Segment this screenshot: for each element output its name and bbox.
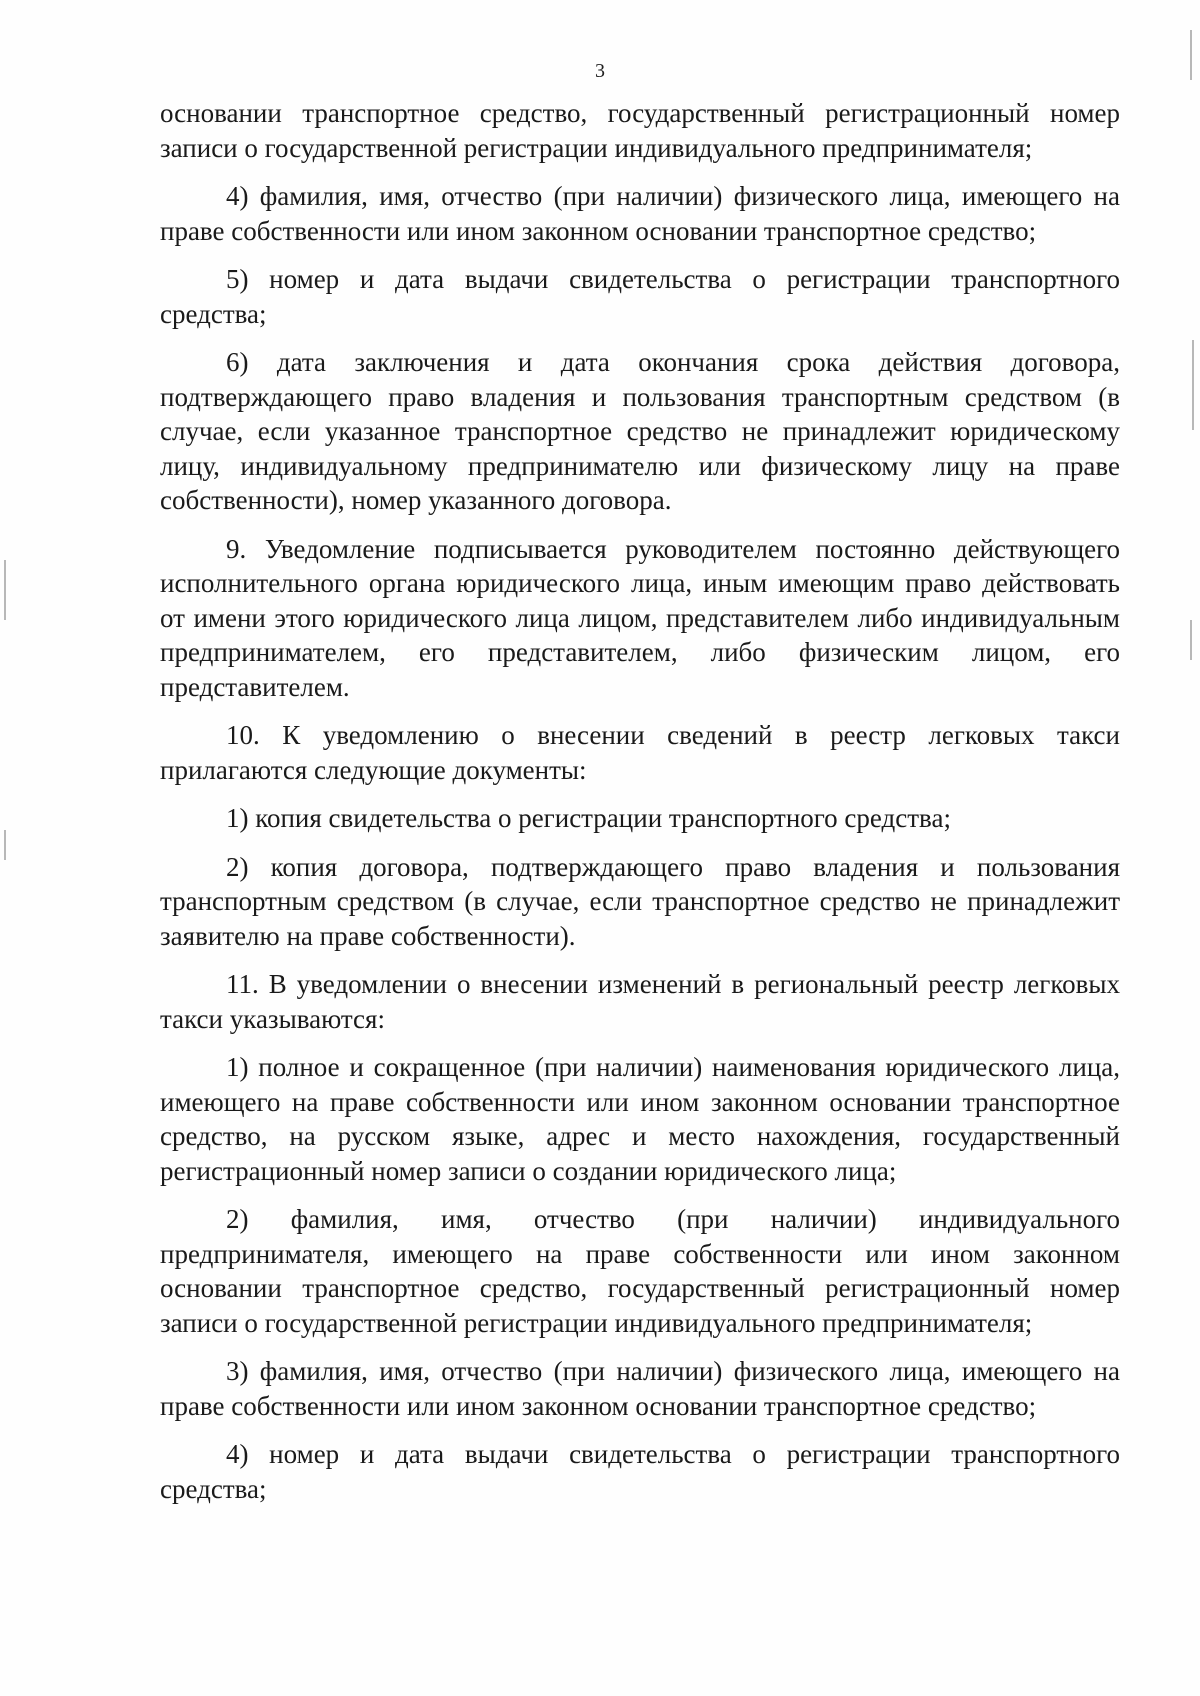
document-body [160,96,1120,1520]
paragraph: 1) полное и сокращенное (при наличии) наименования юридического лица, имеющего на праве собственности или ином законном основании транспортное средство, на русском языке, адрес и место нахождения, государственный регистрационный номер записи о создании юридического лица; [160,1052,1120,1186]
scan-artifact [4,830,6,860]
paragraph: 4) номер и дата выдачи свидетельства о регистрации транспортного средства; [160,1439,1120,1504]
paragraph: 5) номер и дата выдачи свидетельства о регистрации транспортного средства; [160,264,1120,329]
page-number: 3 [595,60,605,82]
scan-artifact [4,560,6,620]
paragraph: 11. В уведомлении о внесении изменений в региональный реестр легковых такси указываются: [160,969,1120,1034]
paragraph: 9. Уведомление подписывается руководителем постоянно действующего исполнительного органа юридического лица, иным имеющим право действовать от имени этого юридического лица лицом, представителем либо индивидуальным предпринимателем, его представителем, либо физическим лицом, его представителем. [160,533,1120,702]
paragraph: 1) копия свидетельства о регистрации транспортного средства; [226,803,951,833]
paragraph: 10. К уведомлению о внесении сведений в реестр легковых такси прилагаются следующие документы: [160,720,1120,785]
paragraph: основании транспортное средство, государственный регистрационный номер записи о государственной регистрации индивидуального предпринимателя; [160,98,1120,163]
paragraph: 3) фамилия, имя, отчество (при наличии) физического лица, имеющего на праве собственности или ином законном основании транспортное средство; [160,1356,1120,1421]
scan-artifact [1192,340,1194,430]
scan-artifact [1190,30,1192,80]
paragraph: 2) копия договора, подтверждающего право владения и пользования транспортным средством (в случае, если транспортное средство не принадлежит заявителю на праве собственности). [160,851,1120,951]
scan-artifact [1190,620,1192,660]
paragraph: 6) дата заключения и дата окончания срока действия договора, подтверждающего право владения и пользования транспортным средством (в случае, если указанное транспортное средство не принадлежит юридическому лицу, индивидуальному предпринимателю или физическому лицу на праве собственности), номер указанного договора. [160,347,1120,515]
paragraph: 4) фамилия, имя, отчество (при наличии) физического лица, имеющего на праве собственности или ином законном основании транспортное средство; [160,181,1120,246]
paragraph: 2) фамилия, имя, отчество (при наличии) индивидуального предпринимателя, имеющего на праве собственности или ином законном основании транспортное средство, государственный регистрационный номер записи о государственной регистрации индивидуального предпринимателя; [160,1204,1120,1338]
